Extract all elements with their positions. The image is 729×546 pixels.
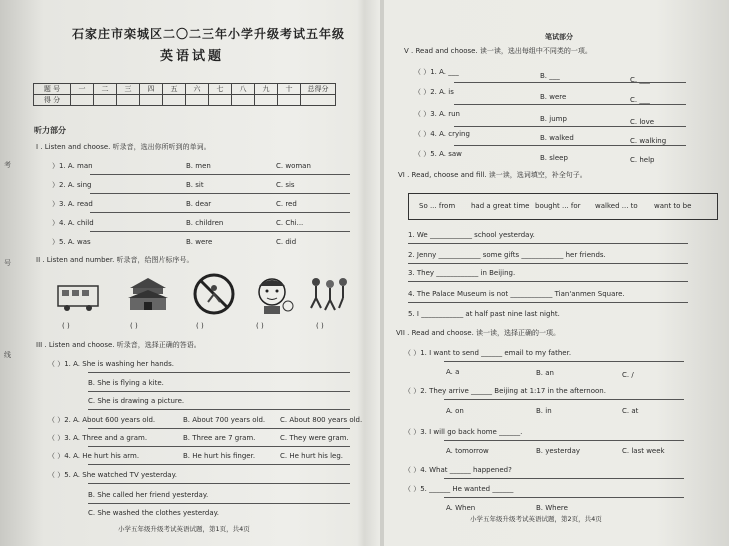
q3-option-b[interactable]: B. About 700 years old. xyxy=(183,416,266,424)
answer-line xyxy=(90,231,350,232)
q7-option-b[interactable]: B. an xyxy=(536,369,554,377)
word-bank-item[interactable]: So ... from xyxy=(419,202,456,210)
q2-answer-paren[interactable]: ( ) xyxy=(130,322,138,330)
score-cell: 四 xyxy=(140,84,163,95)
q7-item[interactable]: （ ）3. I will go back home ______. xyxy=(404,428,523,436)
q3-option-b[interactable]: B. Three are 7 gram. xyxy=(183,434,256,442)
picture-gate-tower-icon xyxy=(126,272,170,316)
score-cell[interactable] xyxy=(278,95,301,106)
q1-option-c[interactable]: C. did xyxy=(276,238,297,246)
q7-instruction: VII . Read and choose. 读一读，选择正确的一项。 xyxy=(396,329,561,337)
q1-option-b[interactable]: B. dear xyxy=(186,200,212,208)
q3-item[interactable]: （ ）3. A. Three and a gram. xyxy=(48,434,148,442)
score-cell: 十 xyxy=(278,84,301,95)
word-bank-item[interactable]: walked ... to xyxy=(595,202,638,210)
q2-answer-paren[interactable]: ( ) xyxy=(256,322,264,330)
answer-line xyxy=(408,302,688,303)
answer-line xyxy=(90,174,350,175)
score-cell[interactable] xyxy=(140,95,163,106)
answer-line xyxy=(90,193,350,194)
q1-item-num: ）4. A. child xyxy=(52,219,94,227)
q3-item[interactable]: （ ）1. A. She is washing her hands. xyxy=(48,360,174,368)
q5-item-num: （ ）1. A. ___ xyxy=(414,68,459,76)
q3-instruction: III . Listen and choose. 听录音，选择正确的答语。 xyxy=(36,341,201,349)
picture-child-face-icon xyxy=(250,272,294,316)
q5-option-c[interactable]: C. walking xyxy=(630,137,667,145)
page-footer-right: 小学五年级升级考试英语试题，第2页，共4页 xyxy=(470,515,602,523)
answer-line xyxy=(444,497,684,498)
score-cell: 九 xyxy=(255,84,278,95)
q3-item[interactable]: （ ）5. A. She watched TV yesterday. xyxy=(48,471,177,479)
score-table xyxy=(33,83,336,106)
q3-option-c[interactable]: C. They were gram. xyxy=(280,434,349,442)
answer-line xyxy=(444,478,684,479)
answer-line xyxy=(88,409,350,410)
score-cell: 三 xyxy=(117,84,140,95)
score-cell: 五 xyxy=(163,84,186,95)
picture-bus-icon xyxy=(56,272,100,316)
q6-sentence[interactable]: 3. They ____________ in Beijing. xyxy=(408,269,516,277)
q6-sentence[interactable]: 4. The Palace Museum is not ____________ Tian'anmen Square. xyxy=(408,290,625,298)
q6-sentence[interactable]: 2. Jenny ____________ some gifts ____________ her friends. xyxy=(408,251,606,259)
q5-option-c[interactable]: C. help xyxy=(630,156,655,164)
q3-option-b[interactable]: B. He hurt his finger. xyxy=(183,452,256,460)
page-fold xyxy=(380,0,384,546)
q3-item[interactable]: B. She is flying a kite. xyxy=(88,379,164,387)
score-cell: 得 分 xyxy=(34,95,71,106)
answer-line xyxy=(88,446,350,447)
score-cell: 六 xyxy=(186,84,209,95)
q3-item[interactable]: （ ）2. A. About 600 years old. xyxy=(48,416,156,424)
q7-option-a[interactable]: A. When xyxy=(446,504,476,512)
q7-option-c[interactable]: C. last week xyxy=(622,447,665,455)
q7-item[interactable]: （ ）1. I want to send ______ email to my father. xyxy=(404,349,572,357)
answer-line xyxy=(454,145,686,146)
word-bank-box xyxy=(408,193,718,220)
q5-item-num: （ ）3. A. run xyxy=(414,110,460,118)
answer-line xyxy=(408,263,688,264)
side-mark: 线 xyxy=(4,351,11,359)
q7-item[interactable]: （ ）2. They arrive ______ Beijing at 1:17 in the afternoon. xyxy=(404,387,606,395)
score-cell[interactable] xyxy=(94,95,117,106)
q5-option-b[interactable]: B. walked xyxy=(540,134,574,142)
side-mark: 考 xyxy=(4,161,11,169)
q1-option-c[interactable]: C. woman xyxy=(276,162,311,170)
q3-option-c[interactable]: C. He hurt his leg. xyxy=(280,452,344,460)
answer-line xyxy=(444,361,684,362)
q5-item-num: （ ）2. A. is xyxy=(414,88,454,96)
answer-line xyxy=(88,372,350,373)
q1-option-b[interactable]: B. sit xyxy=(186,181,204,189)
q7-option-b[interactable]: B. Where xyxy=(536,504,568,512)
q1-instruction: I . Listen and choose. 听录音，选出你所听到的单词。 xyxy=(36,143,211,151)
q3-option-c[interactable]: C. About 800 years old. xyxy=(280,416,363,424)
answer-line xyxy=(408,281,688,282)
q5-option-b[interactable]: B. ___ xyxy=(540,72,560,80)
answer-line xyxy=(444,440,684,441)
score-table-row xyxy=(34,95,336,106)
score-cell[interactable] xyxy=(255,95,278,106)
score-cell[interactable] xyxy=(71,95,94,106)
q7-option-a[interactable]: A. a xyxy=(446,368,460,376)
q7-option-a[interactable]: A. on xyxy=(446,407,464,415)
answer-line xyxy=(88,483,350,484)
q1-option-b[interactable]: B. children xyxy=(186,219,224,227)
score-cell: 题 号 xyxy=(34,84,71,95)
word-bank-item[interactable]: bought ... for xyxy=(535,202,581,210)
q7-item[interactable]: （ ）4. What ______ happened? xyxy=(404,466,512,474)
score-cell[interactable] xyxy=(209,95,232,106)
q1-item-num: ）2. A. sing xyxy=(52,181,92,189)
page-footer-left: 小学五年级升级考试英语试题，第1页，共4页 xyxy=(118,525,250,533)
word-bank-item[interactable]: want to be xyxy=(654,202,692,210)
q6-sentence[interactable]: 5. I ____________ at half past nine last night. xyxy=(408,310,560,318)
q1-item-num: ）3. A. read xyxy=(52,200,93,208)
q1-option-c[interactable]: C. sis xyxy=(276,181,295,189)
q1-option-c[interactable]: C. red xyxy=(276,200,297,208)
q2-answer-paren[interactable]: ( ) xyxy=(196,322,204,330)
q5-option-b[interactable]: B. were xyxy=(540,93,567,101)
score-cell: 一 xyxy=(71,84,94,95)
q5-item-num: （ ）5. A. saw xyxy=(414,150,462,158)
score-cell[interactable] xyxy=(186,95,209,106)
q7-option-b[interactable]: B. yesterday xyxy=(536,447,581,455)
q6-instruction: VI . Read, choose and fill. 读一读，选词填空，补全句子。 xyxy=(398,171,587,179)
q7-item[interactable]: （ ）5. ______ He wanted ______ xyxy=(404,485,514,493)
listening-section-label: 听力部分 xyxy=(34,126,66,135)
q2-answer-paren[interactable]: ( ) xyxy=(316,322,324,330)
answer-line xyxy=(88,428,350,429)
score-cell[interactable] xyxy=(301,95,336,106)
q1-option-b[interactable]: B. were xyxy=(186,238,213,246)
q1-item-num: ）5. A. was xyxy=(52,238,91,246)
side-mark: 号 xyxy=(4,259,11,267)
q2-answer-paren[interactable]: ( ) xyxy=(62,322,70,330)
q6-sentence[interactable]: 1. We ____________ school yesterday. xyxy=(408,231,535,239)
q7-option-b[interactable]: B. in xyxy=(536,407,552,415)
answer-line xyxy=(88,503,350,504)
answer-line xyxy=(444,399,684,400)
score-cell: 八 xyxy=(232,84,255,95)
answer-line xyxy=(454,126,686,127)
picture-children-running-icon xyxy=(306,272,350,316)
q5-option-b[interactable]: B. sleep xyxy=(540,154,568,162)
score-cell[interactable] xyxy=(117,95,140,106)
q5-item-num: （ ）4. A. crying xyxy=(414,130,470,138)
q3-item[interactable]: C. She washed the clothes yesterday. xyxy=(88,509,219,517)
q3-item[interactable]: （ ）4. A. He hurt his arm. xyxy=(48,452,140,460)
score-cell: 二 xyxy=(94,84,117,95)
score-table-row xyxy=(34,84,336,95)
answer-line xyxy=(88,464,350,465)
exam-subject: 英语试题 xyxy=(160,49,225,64)
answer-line xyxy=(454,104,686,105)
q3-item[interactable]: C. She is drawing a picture. xyxy=(88,397,185,405)
answer-line xyxy=(88,391,350,392)
score-cell[interactable] xyxy=(163,95,186,106)
q5-instruction: V . Read and choose. 读一读，选出每组中不同类的一项。 xyxy=(404,47,592,55)
q5-option-c[interactable]: C. love xyxy=(630,118,655,126)
q2-instruction: II . Listen and number. 听录音，给图片标序号。 xyxy=(36,256,194,264)
answer-line xyxy=(454,82,686,83)
score-cell[interactable] xyxy=(232,95,255,106)
q7-option-c[interactable]: C. at xyxy=(622,407,639,415)
word-bank-item[interactable]: had a great time xyxy=(471,202,530,210)
written-section-label: 笔试部分 xyxy=(545,33,573,41)
q1-option-c[interactable]: C. Chi... xyxy=(276,219,304,227)
q7-option-a[interactable]: A. tomorrow xyxy=(446,447,489,455)
q3-item[interactable]: B. She called her friend yesterday. xyxy=(88,491,209,499)
q1-option-b[interactable]: B. men xyxy=(186,162,211,170)
q5-option-c[interactable]: C. ___ xyxy=(630,96,650,104)
answer-line xyxy=(90,212,350,213)
score-cell: 七 xyxy=(209,84,232,95)
q5-option-b[interactable]: B. jump xyxy=(540,115,567,123)
q1-item-num: ）1. A. man xyxy=(52,162,93,170)
answer-line xyxy=(408,243,688,244)
exam-title-line: 石家庄市栾城区二〇二三年小学升级考试五年级 xyxy=(72,27,346,41)
q5-option-c[interactable]: C. ___ xyxy=(630,76,650,84)
score-cell: 总得分 xyxy=(301,84,336,95)
picture-no-playing-sign-icon xyxy=(192,272,236,316)
q7-option-c[interactable]: C. / xyxy=(622,371,634,379)
